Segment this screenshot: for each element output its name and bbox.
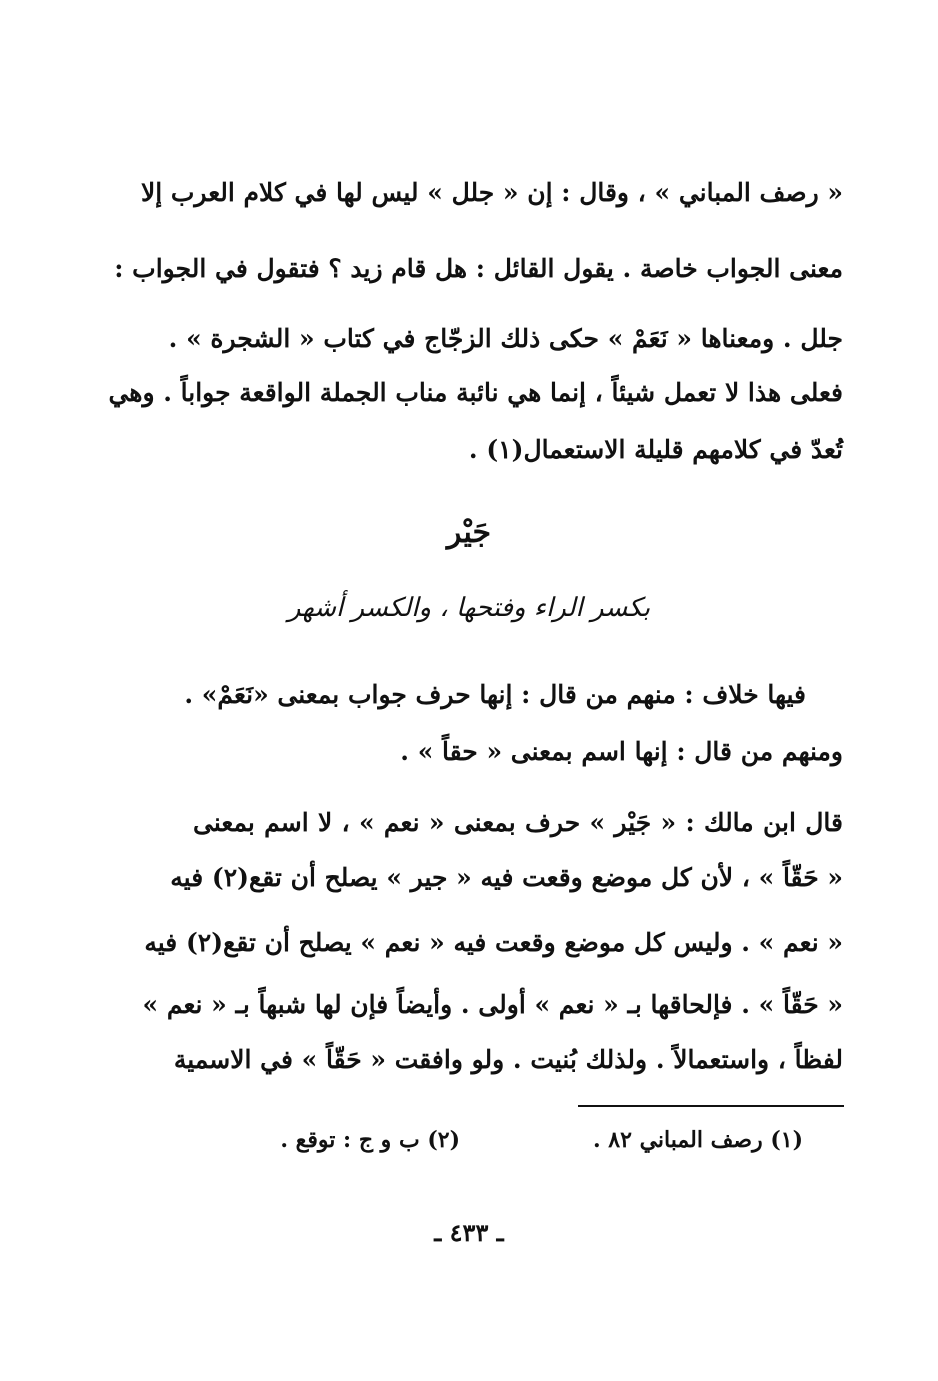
- page-number: ـ ٤٣٣ ـ: [434, 1218, 504, 1247]
- footnote-1: (١) رصف المباني ٨٢ .: [592, 1127, 803, 1153]
- section-subtitle: بكسر الراء وفتحها ، والكسر أشهر: [287, 593, 651, 623]
- footnote-2: (٢) ب و ج : توقع .: [280, 1127, 460, 1153]
- body-line: « حَقّاً » ، لأن كل موضع وقعت فيه « جير » يصلح أن تقع(٢) فيه: [170, 863, 843, 892]
- body-line: تُعدّ في كلامهم قليلة الاستعمال(١) .: [468, 435, 843, 464]
- body-line: فعلى هذا لا تعمل شيئاً ، إنما هي نائبة مناب الجملة الواقعة جواباً . وهي: [108, 378, 843, 407]
- body-line: قال ابن مالك : « جَيْر » حرف بمعنى « نعم » ، لا اسم بمعنى: [193, 808, 843, 837]
- body-line: « رصف المباني » ، وقال : إن « جلل » ليس لها في كلام العرب إلا: [140, 178, 843, 207]
- footnote-separator: [578, 1105, 844, 1107]
- body-line: « حَقّاً » . فإلحاقها بـ « نعم » أولى . وأيضاً فإن لها شبهاً بـ « نعم »: [142, 990, 843, 1019]
- body-line: ومنهم من قال : إنها اسم بمعنى « حقاً » .: [400, 737, 843, 766]
- body-line: لفظاً ، واستعمالاً . ولذلك بُنيت . ولو وافقت « حَقّاً » في الاسمية: [173, 1045, 843, 1074]
- body-line: جلل . ومعناها « نَعَمْ » حكى ذلك الزجّاج في كتاب « الشجرة » .: [168, 324, 843, 353]
- body-line: « نعم » . وليس كل موضع وقعت فيه « نعم » يصلح أن تقع(٢) فيه: [144, 928, 843, 957]
- body-line: فيها خلاف : منهم من قال : إنها حرف جواب بمعنى «نَعَمْ» .: [184, 680, 806, 709]
- body-line: معنى الجواب خاصة . يقول القائل : هل قام زيد ؟ فتقول في الجواب :: [114, 254, 843, 283]
- section-title: جَيْر: [446, 515, 492, 550]
